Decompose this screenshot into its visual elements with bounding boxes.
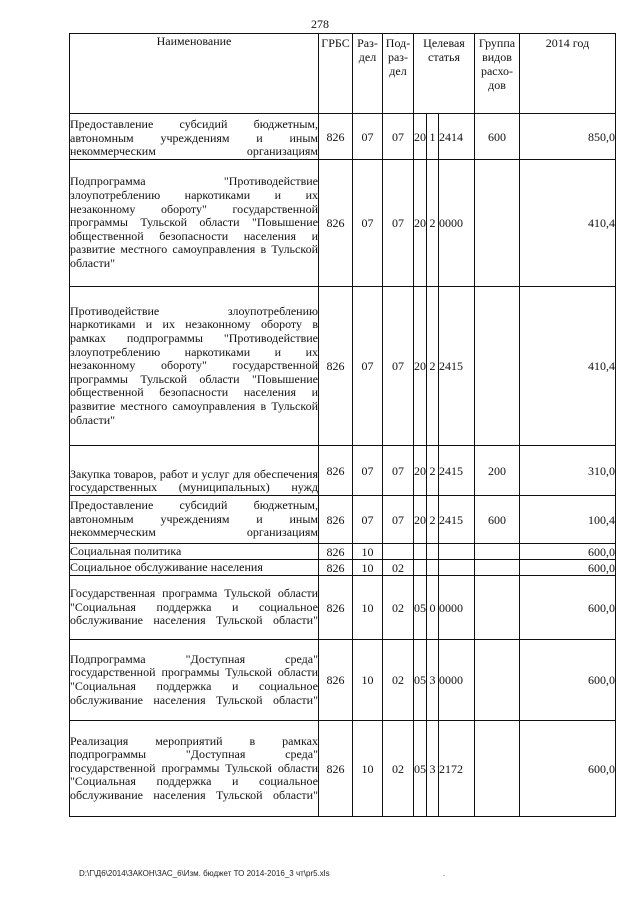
row-grbs: 826 — [319, 287, 353, 446]
header-target-article: Целевая статья — [414, 34, 475, 114]
row-expense-group — [475, 721, 520, 817]
row-grbs: 826 — [319, 576, 353, 640]
row-target-part2: 2 — [427, 496, 439, 544]
row-amount: 600,0 — [520, 640, 616, 721]
row-expense-group: 600 — [475, 114, 520, 160]
row-razdel: 10 — [353, 576, 383, 640]
row-grbs: 826 — [319, 544, 353, 560]
row-expense-group — [475, 576, 520, 640]
row-target-part2: 1 — [427, 114, 439, 160]
row-name: Противодействие злоупотреблению наркотиками и их незаконному обороту в рамках подпрограммы "Противодействие злоупотреблению наркотиками и их незаконному обороту" государственной программы Тульской области "Повышение общественной безопасности населения и развитие местного самоуправления в Тульской области" — [70, 287, 319, 446]
row-podrazdel: 07 — [383, 114, 414, 160]
row-target-part3: 2415 — [439, 496, 475, 544]
row-razdel: 07 — [353, 160, 383, 287]
row-amount: 410,4 — [520, 287, 616, 446]
row-amount: 600,0 — [520, 721, 616, 817]
table-row — [70, 721, 616, 817]
row-expense-group: 600 — [475, 496, 520, 544]
row-grbs: 826 — [319, 721, 353, 817]
row-razdel: 10 — [353, 560, 383, 576]
row-expense-group — [475, 160, 520, 287]
row-amount: 850,0 — [520, 114, 616, 160]
header-year: 2014 год — [520, 34, 616, 114]
row-grbs: 826 — [319, 640, 353, 721]
row-name: Социальная политика — [70, 544, 319, 560]
footer-dot: . — [443, 869, 445, 878]
row-target-part3: 2415 — [439, 287, 475, 446]
row-name: Предоставление субсидий бюджетным, автономным учреждениям и иным некоммерческим организациям — [70, 496, 319, 544]
row-target-part1 — [414, 560, 427, 576]
row-target-part2 — [427, 544, 439, 560]
table-row — [70, 496, 616, 544]
row-target-part3 — [439, 560, 475, 576]
row-grbs: 826 — [319, 114, 353, 160]
row-amount: 100,4 — [520, 496, 616, 544]
row-target-part1: 20 — [414, 114, 427, 160]
row-grbs: 826 — [319, 560, 353, 576]
row-podrazdel: 02 — [383, 640, 414, 721]
row-target-part1: 20 — [414, 160, 427, 287]
row-expense-group — [475, 544, 520, 560]
row-target-part3: 2414 — [439, 114, 475, 160]
row-expense-group: 200 — [475, 446, 520, 496]
row-target-part2: 2 — [427, 287, 439, 446]
row-amount: 600,0 — [520, 560, 616, 576]
row-target-part3: 2415 — [439, 446, 475, 496]
row-grbs: 826 — [319, 160, 353, 287]
row-target-part2 — [427, 560, 439, 576]
row-razdel: 07 — [353, 496, 383, 544]
row-amount: 410,4 — [520, 160, 616, 287]
table-row — [70, 560, 616, 576]
row-expense-group — [475, 640, 520, 721]
row-razdel: 10 — [353, 640, 383, 721]
row-target-part3: 0000 — [439, 160, 475, 287]
table-header-row — [70, 34, 616, 114]
row-target-part3: 2172 — [439, 721, 475, 817]
row-razdel: 10 — [353, 721, 383, 817]
header-expense-group: Группа видов расхо- дов — [475, 34, 520, 114]
row-podrazdel: 07 — [383, 287, 414, 446]
row-target-part2: 3 — [427, 721, 439, 817]
row-name: Реализация мероприятий в рамках подпрограммы "Доступная среда" государственной программы Тульской области "Социальная поддержка и социальное обслуживание населения Тульской области" — [70, 721, 319, 817]
header-podrazdel: Под- раз- дел — [383, 34, 414, 114]
row-target-part2: 2 — [427, 446, 439, 496]
row-name: Государственная программа Тульской области "Социальная поддержка и социальное обслуживание населения Тульской области" — [70, 576, 319, 640]
table-row — [70, 287, 616, 446]
row-expense-group — [475, 287, 520, 446]
row-grbs: 826 — [319, 446, 353, 496]
table-row — [70, 446, 616, 496]
row-target-part3: 0000 — [439, 576, 475, 640]
row-razdel: 07 — [353, 287, 383, 446]
table-row — [70, 544, 616, 560]
table-row — [70, 576, 616, 640]
table-row — [70, 114, 616, 160]
row-razdel: 10 — [353, 544, 383, 560]
row-amount: 600,0 — [520, 576, 616, 640]
row-amount: 600,0 — [520, 544, 616, 560]
row-podrazdel: 02 — [383, 560, 414, 576]
row-target-part1: 20 — [414, 287, 427, 446]
budget-table — [69, 33, 616, 817]
table-row — [70, 160, 616, 287]
header-name: Наименование — [70, 34, 319, 114]
footer-file-path: D:\Г\Д6\2014\ЗАКОН\ЗАС_6\Изм. бюджет ТО 2014-2016_3 чт\pr5.xls — [79, 869, 330, 878]
row-target-part1 — [414, 544, 427, 560]
row-name: Предоставление субсидий бюджетным, автономным учреждениям и иным некоммерческим организациям — [70, 114, 319, 160]
row-target-part2: 3 — [427, 640, 439, 721]
row-target-part1: 20 — [414, 446, 427, 496]
row-target-part1: 05 — [414, 640, 427, 721]
row-name: Социальное обслуживание населения — [70, 560, 319, 576]
row-expense-group — [475, 560, 520, 576]
row-podrazdel: 02 — [383, 721, 414, 817]
row-target-part2: 2 — [427, 160, 439, 287]
row-target-part1: 05 — [414, 576, 427, 640]
row-razdel: 07 — [353, 114, 383, 160]
row-podrazdel: 02 — [383, 576, 414, 640]
row-target-part1: 05 — [414, 721, 427, 817]
row-name: Подпрограмма "Противодействие злоупотреблению наркотиками и их незаконному обороту" государственной программы Тульской области "Повышение общественной безопасности населения и развитие местного самоуправления в Тульской области" — [70, 160, 319, 287]
row-target-part3: 0000 — [439, 640, 475, 721]
header-grbs: ГРБС — [319, 34, 353, 114]
row-name: Подпрограмма "Доступная среда" государственной программы Тульской области "Социальная поддержка и социальное обслуживание населения Тульской области" — [70, 640, 319, 721]
page-number: 278 — [311, 17, 329, 31]
row-grbs: 826 — [319, 496, 353, 544]
row-target-part1: 20 — [414, 496, 427, 544]
row-razdel: 07 — [353, 446, 383, 496]
row-podrazdel: 07 — [383, 446, 414, 496]
row-podrazdel: 07 — [383, 496, 414, 544]
row-target-part3 — [439, 544, 475, 560]
row-podrazdel: 07 — [383, 160, 414, 287]
row-target-part2: 0 — [427, 576, 439, 640]
row-podrazdel — [383, 544, 414, 560]
table-row — [70, 640, 616, 721]
row-amount: 310,0 — [520, 446, 616, 496]
row-name: Закупка товаров, работ и услуг для обеспечения государственных (муниципальных) нужд — [70, 446, 319, 496]
header-razdel: Раз- дел — [353, 34, 383, 114]
